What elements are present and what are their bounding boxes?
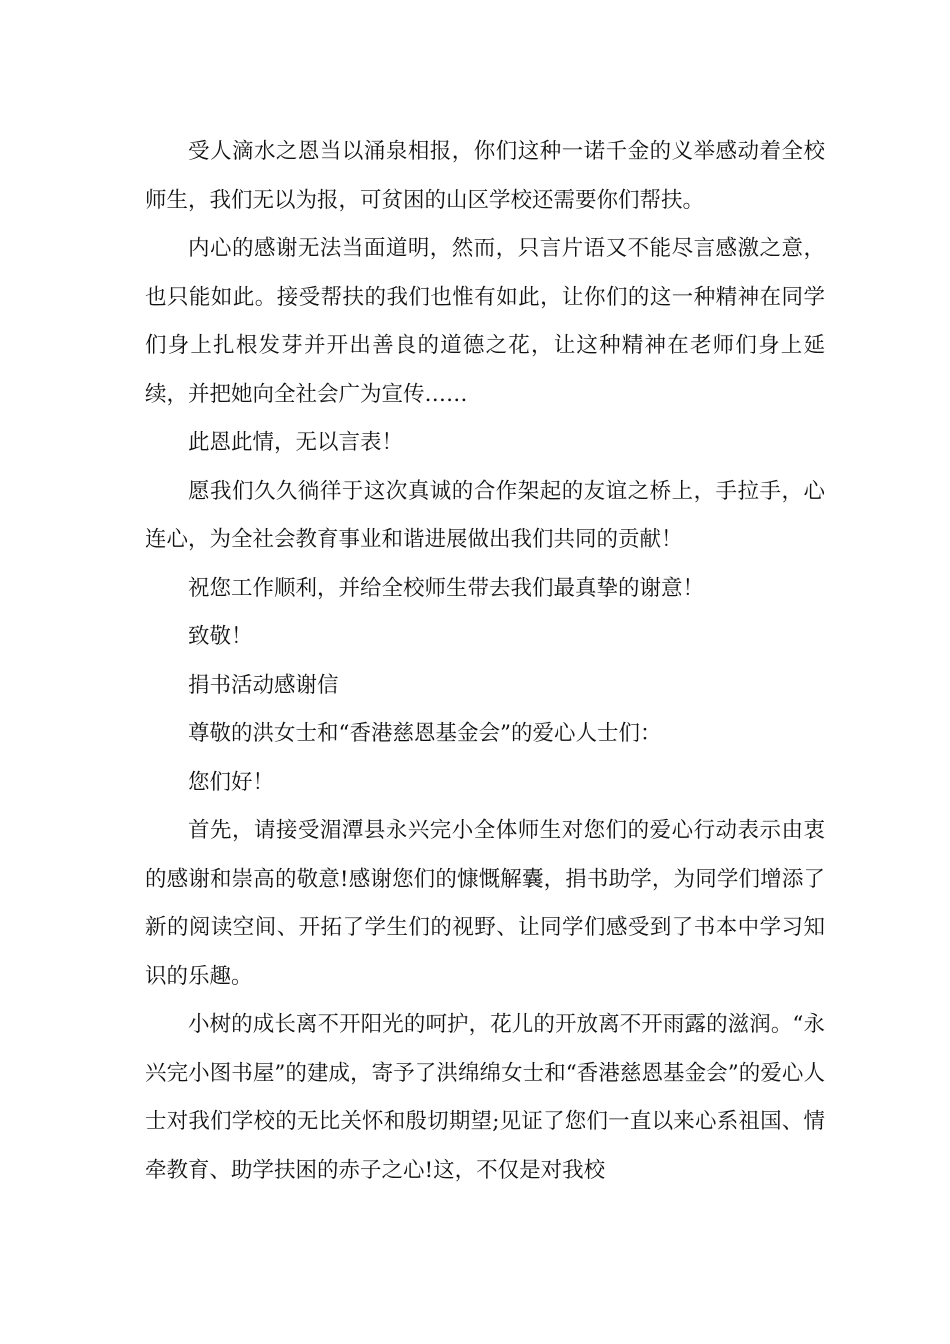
paragraph-thanks-spirit: 内心的感谢无法当面道明，然而，只言片语又不能尽言感激之意，也只能如此。接受帮扶的我们也惟有如此，让你们的这一种精神在同学们身上扎根发芽并开出善良的道德之花，让这种精神在老师们身上延续，并把她向全社会广为宣传…… — [145, 236, 825, 407]
letter-salutation: 尊敬的洪女士和“香港慈恩基金会”的爱心人士们： — [188, 721, 662, 746]
paragraph-friendship-bridge: 愿我们久久徜徉于这次真诚的合作架起的友谊之桥上，手拉手，心连心，为全社会教育事业和谐进展做出我们共同的贡献！ — [145, 478, 825, 552]
letter-title: 捐书活动感谢信 — [188, 672, 339, 698]
paragraph-beyond-words: 此恩此情，无以言表！ — [188, 430, 404, 455]
paragraph-first-thanks: 首先，请接受湄潭县永兴完小全体师生对您们的爱心行动表示由衷的感谢和崇高的敬意!感谢您们的慷慨解囊，捐书助学，为同学们增添了新的阅读空间、开拓了学生们的视野、让同学们感受到了书本中学习知识的乐趣。 — [145, 818, 825, 989]
paragraph-gratitude: 受人滴水之恩当以涌泉相报，你们这种一诺千金的义举感动着全校师生，我们无以为报，可贫困的山区学校还需要你们帮扶。 — [145, 139, 825, 213]
paragraph-wishes: 祝您工作顺利，并给全校师生带去我们最真挚的谢意！ — [188, 575, 705, 601]
document-body — [145, 128, 825, 1195]
letter-greeting: 您们好！ — [188, 769, 275, 795]
paragraph-salute: 致敬！ — [188, 624, 253, 649]
paragraph-library: 小树的成长离不开阳光的呵护，花儿的开放离不开雨露的滋润。“永兴完小图书屋”的建成，寄予了洪绵绵女士和“香港慈恩基金会”的爱心人士对我们学校的无比关怀和殷切期望;见证了您们一直以来心系祖国、情牵教育、助学扶困的赤子之心!这，不仅是对我校 — [145, 1012, 825, 1183]
